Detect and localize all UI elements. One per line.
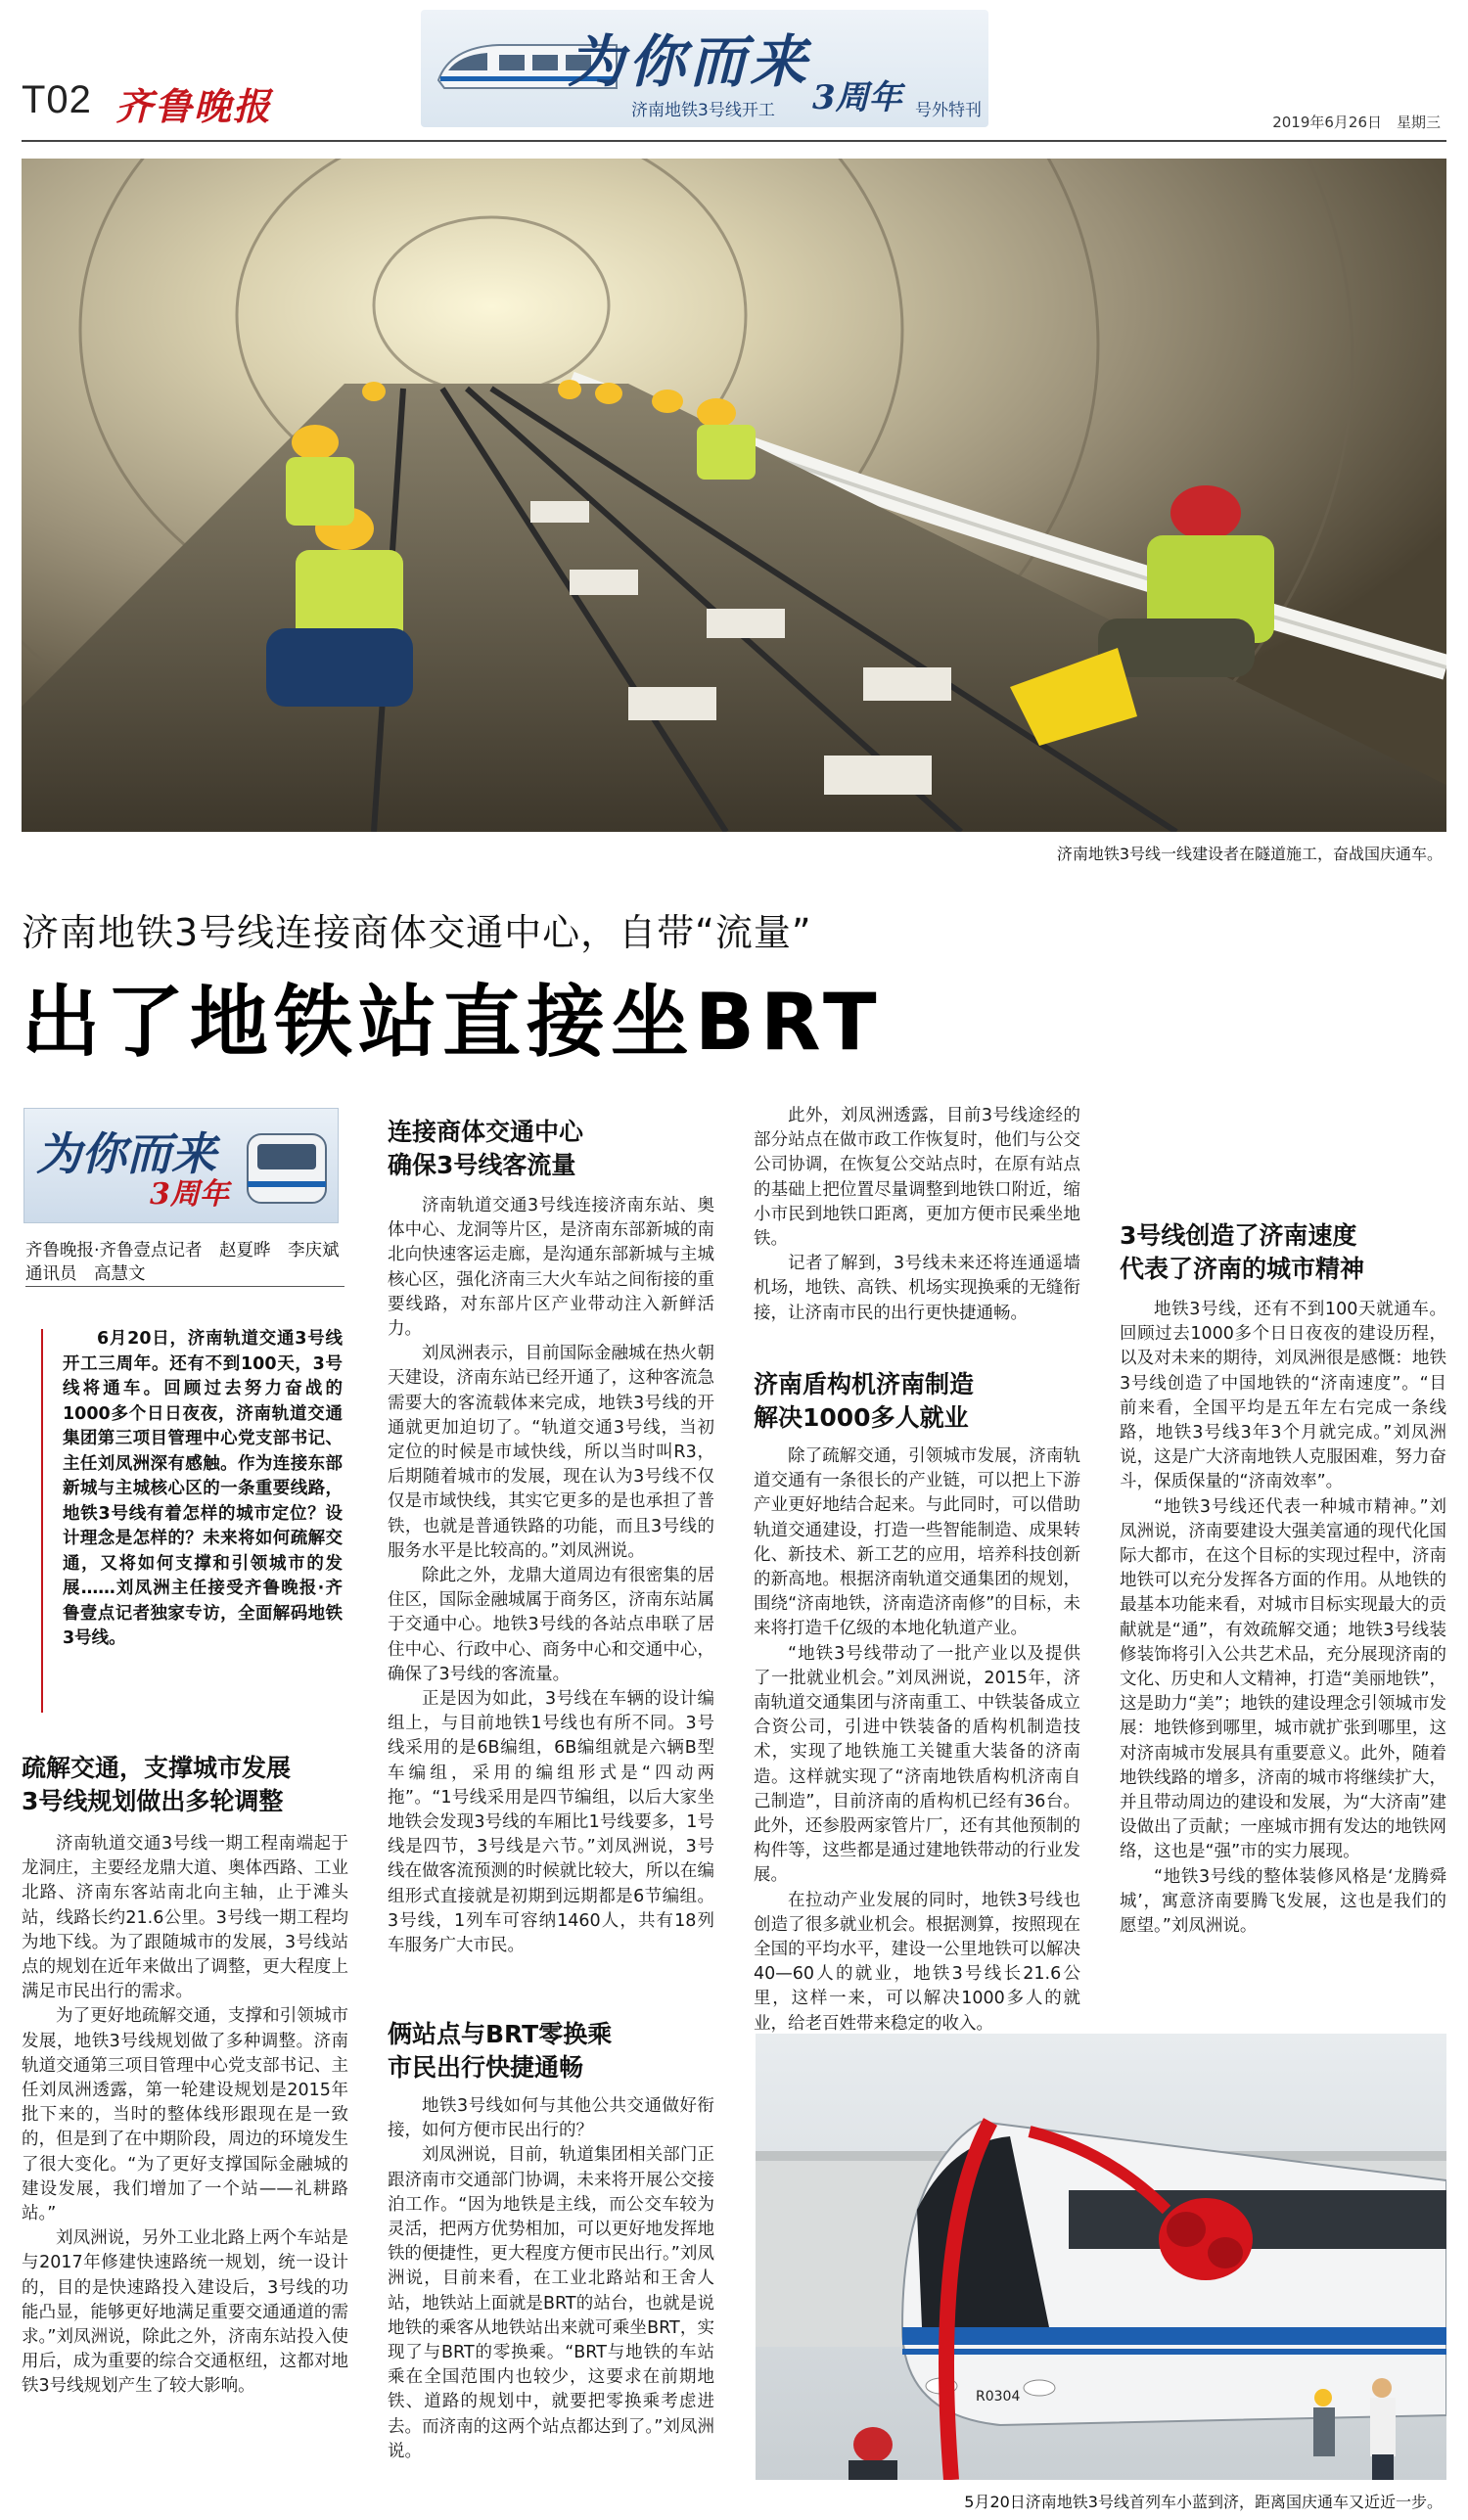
paragraph: “地铁3号线带动了一批产业以及提供了一批就业机会。”刘凤洲说，2015年，济南轨道交通集团与济南重工、中铁装备成立合资公司，引进中铁装备的盾构机制造技术，实现了地铁施工关键重大装备的济南造。这样就实现了“济南地铁盾构机济南自己制造”，目前济南的盾构机已经有36台。此外，还参股两家管片厂，还有其他预制的构件等，这些都是通过建地铁带动的行业发展。 [754, 1643, 1080, 1886]
train-front-icon [238, 1128, 336, 1207]
section-heading: 俩站点与BRT零换乘 市民出行快捷通畅 [388, 2020, 613, 2082]
paragraph: 此外，刘凤洲透露，目前3号线途经的部分站点在做市政工作恢复时，他们与公交公司协调，在恢复公交站点时，在原有站点的基础上把位置尽量调整到地铁口附近，缩小市民到地铁口距离，更加方便市民乘坐地铁。 [754, 1106, 1080, 1250]
article-headline: 出了地铁站直接坐BRT [22, 977, 883, 1068]
section-body [388, 2094, 714, 2464]
paragraph: 正是因为如此，3号线在车辆的设计编组上，与目前地铁1号线也有所不同。3号线采用的是6B编组，6B编组就是六辆B型车编组，采用的编组形式是“四动两拖”。“1号线采用是四节编组，以后大家坐地铁会发现3号线的车厢比1号线要多，1号线是四节，3号线是六节。”刘凤洲说，3号线在做客流预测的时候就比较大，所以在编组形式直接就是初期到远期都是6节编组。3号线，1列车可容纳1460人，共有18列车服务广大市民。 [388, 1689, 714, 1956]
bottom-photo-caption: 5月20日济南地铁3号线首列车小蓝到济，距离国庆通车又近近一步。 [964, 2493, 1443, 2511]
train-arrival-photo [756, 2034, 1446, 2480]
header-rule [22, 140, 1446, 142]
issue-date: 2019年6月26日 星期三 [1272, 114, 1441, 131]
paragraph: 刘凤洲表示，目前国际金融城在热火朝天建设，济南东站已经开通了，这种客流急需要大的客流载体来完成，地铁3号线的开通就更加迫切了。“轨道交通3号线，当初定位的时候是市域快线，所以当时叫R3，后期随着城市的发展，现在认为3号线不仅仅是市域快线，其实它更多的是也承担了普铁，也就是普通铁路的功能，而且3号线的服务水平是比较高的。”刘凤洲说。 [388, 1344, 714, 1561]
paragraph: 地铁3号线如何与其他公共交通做好衔接，如何方便市民出行的？ [388, 2096, 714, 2141]
paragraph: 济南轨道交通3号线连接济南东站、奥体中心、龙洞等片区，是济南东部新城的南北向快速客运走廊，是沟通东部新城与主城核心区，强化济南三大火车站之间衔接的重要线路，对东部片区产业带动注入新鲜活力。 [388, 1196, 714, 1340]
logo-year: 3周年 [150, 1177, 229, 1212]
banner-title: 为你而来 [568, 28, 811, 95]
byline: 齐鲁晚报·齐鲁壹点记者 赵夏晔 李庆斌 通讯员 高慧文 [25, 1241, 340, 1284]
lead-rule [41, 1329, 43, 1713]
section-heading: 3号线创造了济南速度 代表了济南的城市精神 [1120, 1221, 1365, 1283]
tunnel-construction-photo [22, 159, 1446, 832]
banner-year: 3周年 [812, 78, 902, 117]
page-number: T02 [22, 78, 92, 121]
top-photo-caption: 济南地铁3号线一线建设者在隧道施工，奋战国庆通车。 [1056, 845, 1443, 863]
paragraph: 济南轨道交通3号线一期工程南端起于龙洞庄，主要经龙鼎大道、奥体西路、工业北路、济南东客站南北向主轴，止于滩头站，线路长约21.6公里。3号线一期工程均为地下线。为了跟随城市的发展，3号线站点的规划在近年来做出了调整，更大程度上满足市民出行的需求。 [22, 1834, 348, 2002]
byline-rule [25, 1286, 344, 1287]
paragraph: “地铁3号线还代表一种城市精神。”刘凤洲说，济南要建设大强美富通的现代化国际大都市，在这个目标的实现过程中，济南地铁可以充分发挥各方面的作用。从地铁的最基本功能来看，对城市目标实现最大的贡献就是“通”，有效疏解交通；地铁3号线装修装饰将引入公共艺术品，充分展现济南的文化、历史和人文精神，打造“美丽地铁”，这是助力“美”；地铁的建设理念引领城市发展：地铁修到哪里，城市就扩张到哪里，这对济南城市发展具有重要意义。此外，随着地铁线路的增多，济南的城市将继续扩大，并且带动周边的建设和发展，为“大济南”建设做出了贡献；一座城市拥有发达的地铁网络，这也是“强”市的实力展现。 [1120, 1496, 1446, 1862]
paragraph: 记者了解到，3号线未来还将连通遥墙机场，地铁、高铁、机场实现换乘的无缝衔接，让济南市民的出行更快捷通畅。 [754, 1254, 1080, 1323]
lead-paragraph: 6月20日，济南轨道交通3号线开工三周年。还有不到100天，3号线将通车。回顾过去努力奋战的1000多个日日夜夜，济南轨道交通集团第三项目管理中心党支部书记、主任刘凤洲深有感触。作为连接东部新城与主城核心区的一条重要线路，地铁3号线有着怎样的城市定位？设计理念是怎样的？未来将如何疏解交通，又将如何支撑和引领城市的发展……刘凤洲主任接受齐鲁晚报·齐鲁壹点记者独家专访，全面解码地铁3号线。 [63, 1329, 343, 1648]
paragraph: 除此之外，龙鼎大道周边有很密集的居住区，国际金融城属于商务区，济南东站属于交通中心。地铁3号线的各站点串联了居住中心、行政中心、商务中心和交通中心，确保了3号线的客流量。 [388, 1566, 714, 1684]
paragraph: 刘凤洲说，另外工业北路上两个车站是与2017年修建快速路统一规划，统一设计的，目的是快速路投入建设后，3号线的功能凸显，能够更好地满足重要交通通道的需求。”刘凤洲说，除此之外，济南东站投入使用后，成为重要的综合交通枢纽，这都对地铁3号线规划产生了较大影响。 [22, 2228, 348, 2397]
section-body-continued [754, 1104, 1080, 1326]
banner-suffix: 号外特刊 [915, 101, 982, 120]
section-body [1120, 1298, 1446, 1939]
paragraph: “地铁3号线的整体装修风格是‘龙腾舜城’，寓意济南要腾飞发展，这也是我们的愿望。”刘凤洲说。 [1120, 1866, 1446, 1937]
section-body [388, 1194, 714, 1958]
special-edition-banner [421, 10, 988, 127]
section-heading: 疏解交通，支撑城市发展 3号线规划做出多轮调整 [22, 1754, 292, 1815]
section-heading: 济南盾构机济南制造 解决1000多人就业 [754, 1370, 975, 1432]
train-number: R0304 [976, 2389, 1021, 2405]
section-body [754, 1444, 1080, 2037]
newspaper-name: 齐鲁晚报 [115, 84, 273, 128]
logo-title: 为你而来 [36, 1127, 216, 1180]
paragraph: 在拉动产业发展的同时，地铁3号线也创造了很多就业机会。根据测算，按照现在全国的平均水平，建设一公里地铁可以解决40—60人的就业，地铁3号线长21.6公里，这样一来，可以解决1000多人的就业，给老百姓带来稳定的收入。 [754, 1890, 1080, 2034]
section-heading: 连接商体交通中心 确保3号线客流量 [388, 1118, 584, 1179]
section-body [22, 1832, 348, 2400]
article-kicker: 济南地铁3号线连接商体交通中心，自带“流量” [22, 911, 812, 954]
paragraph: 地铁3号线，还有不到100天就通车。回顾过去1000多个日日夜夜的建设历程，以及对未来的期待，刘凤洲很是感慨：地铁3号线创造了中国地铁的“济南速度”。“目前来看，全国平均是五年左右完成一条线路，地铁3号线3年3个月就完成。”刘凤洲说，这是广大济南地铁人克服困难，努力奋斗，保质保量的“济南效率”。 [1120, 1300, 1446, 1492]
paragraph: 为了更好地疏解交通，支撑和引领城市发展，地铁3号线规划做了多种调整。济南轨道交通第三项目管理中心党支部书记、主任刘凤洲透露，第一轮建设规划是2015年批下来的，当时的整体线形跟现在是一致的，但是到了在中期阶段，周边的环境发生了很大变化。“为了更好支撑国际金融城的建设发展，我们增加了一个站——礼耕路站。” [22, 2006, 348, 2224]
anniversary-logo [23, 1108, 339, 1223]
paragraph: 刘凤洲说，目前，轨道集团相关部门正跟济南市交通部门协调，未来将开展公交接泊工作。“因为地铁是主线，而公交车较为灵活，把两方优势相加，可以更好地发挥地铁的便捷性，更大程度方便市民出行。”刘凤洲说，目前来看，在工业北路站和王舍人站，地铁站上面就是BRT的站台，也就是说地铁的乘客从地铁站出来就可乘坐BRT，实现了与BRT的零换乘。“BRT与地铁的车站乘在全国范围内也较少，这要求在前期地铁、道路的规划中，就要把零换乘考虑进去。而济南的这两个站点都达到了。”刘凤洲说。 [388, 2145, 714, 2461]
banner-subtitle: 济南地铁3号线开工 [631, 101, 775, 120]
paragraph: 除了疏解交通，引领城市发展，济南轨道交通有一条很长的产业链，可以把上下游产业更好地结合起来。与此同时，可以借助轨道交通建设，打造一些智能制造、成果转化、新技术、新工艺的应用，培养科技创新的新高地。根据济南轨道交通集团的规划，围绕“济南地铁，济南造济南修”的目标，未来将打造千亿级的本地化轨道产业。 [754, 1446, 1080, 1639]
